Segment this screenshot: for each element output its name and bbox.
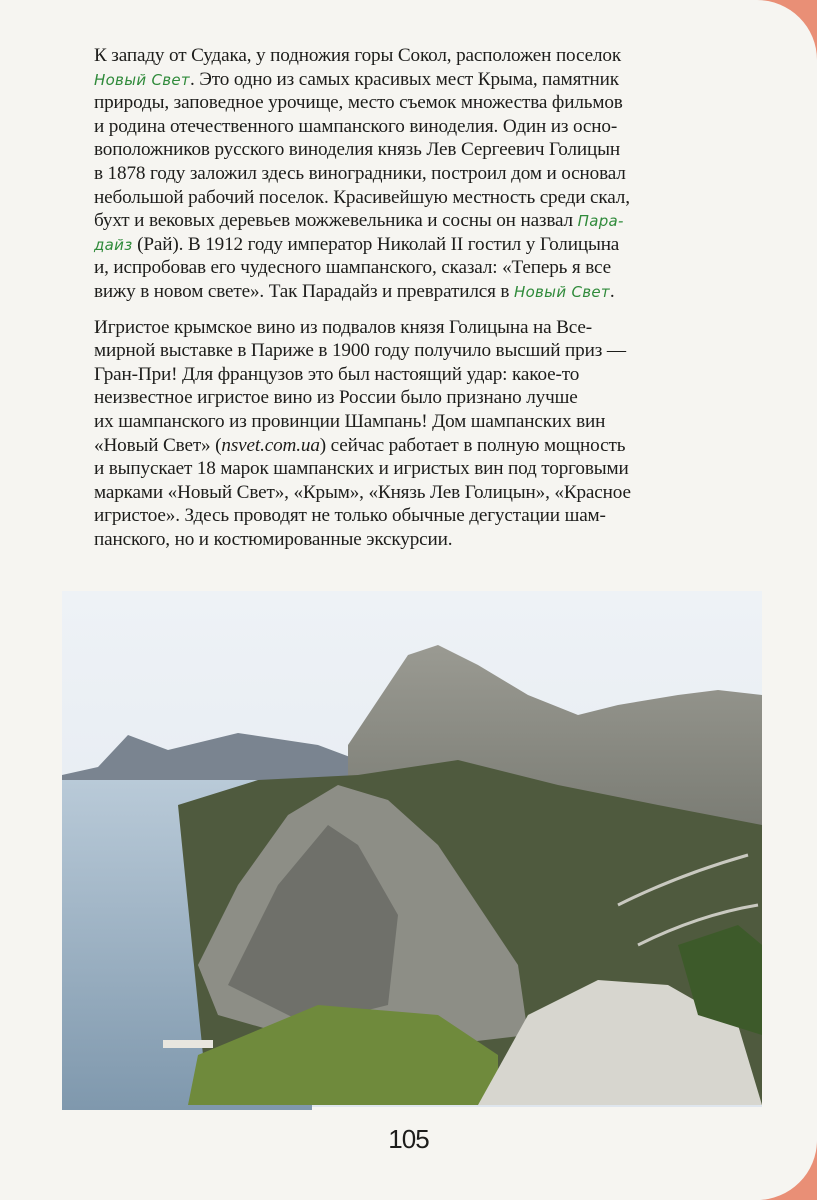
text-segment: мирной выставке в Париже в 1900 году получило высший приз — xyxy=(94,340,626,362)
text-segment: неизвестное игристое вино из России было признано лучше xyxy=(94,387,578,409)
text-line xyxy=(94,162,734,186)
text-line xyxy=(94,256,734,280)
text-segment: и, испробовав его чудесного шампанского, сказал: «Теперь я все xyxy=(94,257,612,279)
text-segment: природы, заповедное урочище, место съемок множества фильмов xyxy=(94,92,623,114)
text-line xyxy=(94,138,734,162)
text-line xyxy=(94,316,734,340)
text-line xyxy=(94,434,734,458)
handwritten-place-name: Пара- xyxy=(577,212,624,231)
text-segment: игристое». Здесь проводят не только обычные дегустации шам- xyxy=(94,505,606,527)
paragraph xyxy=(94,316,734,552)
text-line xyxy=(94,528,734,552)
text-segment: бухт и вековых деревьев можжевельника и сосны он назвал xyxy=(94,210,578,232)
text-segment: в 1878 году заложил здесь виноградники, построил дом и основал xyxy=(94,162,626,184)
page-number: 105 xyxy=(388,1124,429,1154)
text-segment: «Новый Свет» ( xyxy=(94,434,222,456)
text-line xyxy=(94,186,734,210)
website-link-text: nsvet.com.ua xyxy=(221,434,320,456)
text-line xyxy=(94,280,734,304)
text-line xyxy=(94,91,734,115)
handwritten-place-name: дайз xyxy=(94,235,133,254)
handwritten-place-name: Новый Свет xyxy=(513,282,610,301)
text-line xyxy=(94,233,734,257)
text-line xyxy=(94,410,734,434)
text-line xyxy=(94,386,734,410)
text-line xyxy=(94,481,734,505)
text-segment: и родина отечественного шампанского виноделия. Один из осно- xyxy=(94,115,618,137)
text-line xyxy=(94,504,734,528)
handwritten-place-name: Новый Свет xyxy=(94,70,190,89)
text-line xyxy=(94,68,734,92)
text-segment: К западу от Судака, у подножия горы Сокол, расположен поселок xyxy=(94,45,621,66)
mountain-coast-photo xyxy=(58,585,770,1113)
text-segment: вижу в новом свете». Так Парадайз и превратился в xyxy=(94,280,514,302)
text-line xyxy=(94,115,734,139)
text-segment: небольшой рабочий поселок. Красивейшую местность среди скал, xyxy=(94,186,630,208)
text-line xyxy=(94,457,734,481)
text-segment: и выпускает 18 марок шампанских и игристых вин под торговыми xyxy=(94,458,629,480)
text-line xyxy=(94,363,734,387)
text-segment: их шампанского из провинции Шампань! Дом шампанских вин xyxy=(94,410,606,432)
text-segment: воположников русского виноделия князь Лев Сергеевич Голицын xyxy=(94,139,621,161)
text-segment: панского, но и костюмированные экскурсии. xyxy=(94,528,453,550)
text-line xyxy=(94,209,734,233)
text-segment: марками «Новый Свет», «Крым», «Князь Лев Голицын», «Красное xyxy=(94,481,631,503)
body-text xyxy=(94,44,734,551)
text-segment: (Рай). В 1912 году император Николай II гостил у Голицына xyxy=(132,233,620,255)
text-segment: ) сейчас работает в полную мощность xyxy=(319,434,626,456)
text-segment: . xyxy=(609,280,615,302)
text-segment: Игристое крымское вино из подвалов князя Голицына на Все- xyxy=(94,316,592,338)
text-line xyxy=(94,339,734,363)
text-line xyxy=(94,44,734,68)
text-segment: Гран-При! Для французов это был настоящий удар: какое-то xyxy=(94,363,580,385)
paragraph xyxy=(94,44,734,304)
text-segment: . Это одно из самых красивых мест Крыма, памятник xyxy=(189,68,619,90)
